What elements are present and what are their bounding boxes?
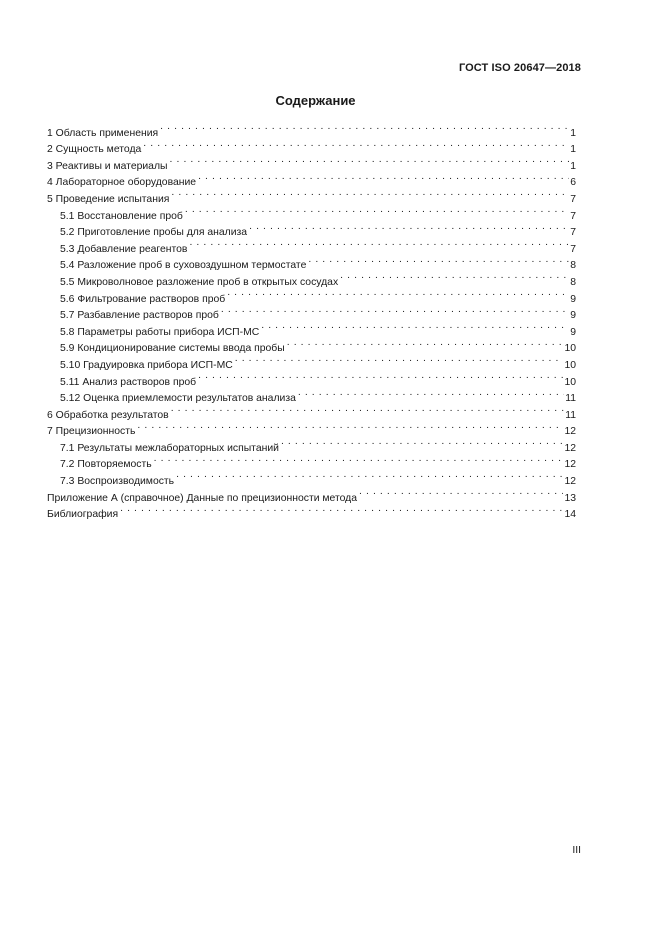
toc-leader-dots <box>137 418 563 435</box>
toc-entry-page: 7 <box>570 227 576 239</box>
toc-entry-page: 10 <box>564 359 576 371</box>
toc-entry-label: 5.10 Градуировка прибора ИСП-МС <box>60 359 233 371</box>
toc-entry-page: 10 <box>564 376 576 388</box>
toc-entry-label: 5.7 Разбавление растворов проб <box>60 310 219 322</box>
toc-entry-label: 5.1 Восстановление проб <box>60 210 183 222</box>
table-of-contents <box>47 119 576 521</box>
toc-entry-page: 9 <box>570 326 576 338</box>
toc-entry-label: 5.12 Оценка приемлемости результатов анализа <box>60 393 296 405</box>
toc-entry-page: 12 <box>564 459 576 471</box>
toc-entry-page: 12 <box>564 426 576 438</box>
toc-entry-label: 6 Обработка результатов <box>47 409 169 421</box>
toc-entry[interactable] <box>47 501 576 521</box>
toc-leader-dots <box>120 501 563 518</box>
toc-entry-page: 9 <box>570 293 576 305</box>
toc-leader-dots <box>340 268 569 285</box>
toc-leader-dots <box>189 235 569 252</box>
page-number: III <box>572 845 581 856</box>
toc-entry-label: 5.3 Добавление реагентов <box>60 243 188 255</box>
toc-leader-dots <box>170 152 570 169</box>
toc-entry-page: 1 <box>570 127 576 139</box>
document-code: ГОСТ ISO 20647—2018 <box>458 62 581 74</box>
toc-entry-page: 1 <box>570 160 576 172</box>
toc-entry-page: 8 <box>570 276 576 288</box>
toc-entry-page: 14 <box>564 509 576 521</box>
toc-leader-dots <box>143 136 569 153</box>
toc-leader-dots <box>185 202 569 219</box>
toc-entry-page: 11 <box>565 393 576 405</box>
toc-title: Содержание <box>275 93 356 108</box>
toc-entry-label: Приложение А (справочное) Данные по прецизионности метода <box>47 492 358 504</box>
toc-entry-label: 5.2 Приготовление пробы для анализа <box>60 227 248 239</box>
toc-leader-dots <box>287 335 564 352</box>
toc-entry-page: 12 <box>564 476 576 488</box>
toc-entry-label: 5.8 Параметры работы прибора ИСП-МС <box>60 326 260 338</box>
toc-entry-page: 7 <box>570 193 576 205</box>
toc-leader-dots <box>261 318 569 335</box>
toc-leader-dots <box>176 467 563 484</box>
toc-entry-label: 5.11 Анализ растворов проб <box>60 376 197 388</box>
toc-leader-dots <box>198 169 569 186</box>
toc-leader-dots <box>198 368 563 385</box>
toc-entry-label: 5.9 Кондиционирование системы ввода пробы <box>60 343 285 355</box>
toc-entry-label: 5.4 Разложение проб в суховоздушном термостате <box>60 260 307 272</box>
toc-entry-page: 11 <box>565 409 576 421</box>
toc-entry-label: 7.3 Воспроизводимость <box>60 476 175 488</box>
toc-leader-dots <box>235 351 564 368</box>
toc-entry-label: Библиография <box>47 509 119 521</box>
toc-entry-label: 7.2 Повторяемость <box>60 459 152 471</box>
toc-entry-label: 4 Лабораторное оборудование <box>47 177 197 189</box>
toc-entry-page: 7 <box>570 243 576 255</box>
toc-entry-page: 13 <box>564 492 576 504</box>
toc-entry-page: 10 <box>564 343 576 355</box>
toc-leader-dots <box>227 285 569 302</box>
toc-entry-page: 12 <box>564 442 576 454</box>
toc-leader-dots <box>171 401 565 418</box>
toc-entry-page: 9 <box>570 310 576 322</box>
toc-entry-page: 1 <box>570 144 576 156</box>
toc-leader-dots <box>298 385 564 402</box>
toc-leader-dots <box>160 119 569 136</box>
toc-entry[interactable] <box>47 119 576 139</box>
toc-entry-label: 1 Область применения <box>47 127 159 139</box>
toc-leader-dots <box>281 434 563 451</box>
toc-entry-page: 7 <box>570 210 576 222</box>
toc-entry-label: 5 Проведение испытания <box>47 193 170 205</box>
toc-entry-label: 2 Сущность метода <box>47 144 142 156</box>
toc-leader-dots <box>154 451 564 468</box>
toc-entry-label: 3 Реактивы и материалы <box>47 160 168 172</box>
toc-entry-label: 7 Прецизионность <box>47 426 136 438</box>
toc-leader-dots <box>308 252 569 269</box>
toc-leader-dots <box>171 185 569 202</box>
toc-leader-dots <box>359 484 563 501</box>
toc-leader-dots <box>221 302 569 319</box>
toc-entry-page: 6 <box>570 177 576 189</box>
toc-entry-label: 5.6 Фильтрование растворов проб <box>60 293 226 305</box>
toc-entry-page: 8 <box>570 260 576 272</box>
toc-entry-label: 7.1 Результаты межлабораторных испытаний <box>60 442 279 454</box>
toc-entry-label: 5.5 Микроволновое разложение проб в открытых сосудах <box>60 276 339 288</box>
toc-leader-dots <box>249 219 569 236</box>
